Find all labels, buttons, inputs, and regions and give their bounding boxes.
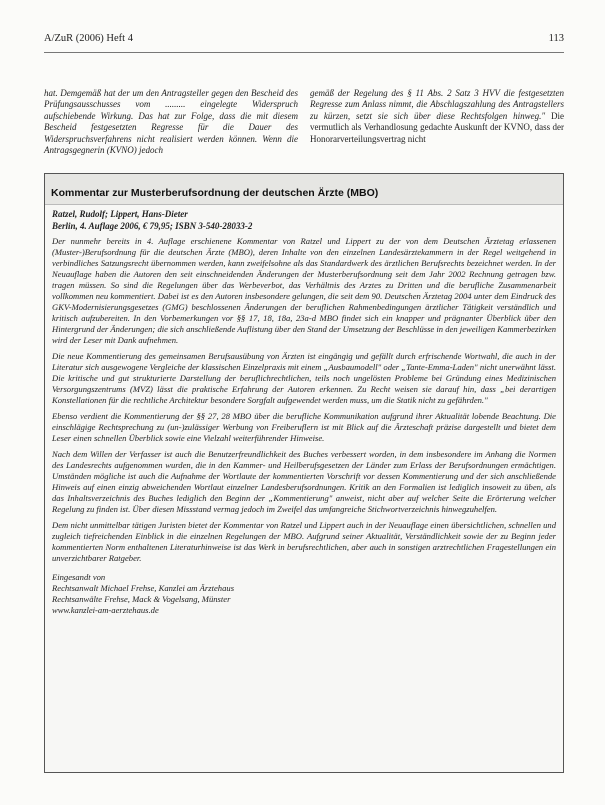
header-divider: [44, 52, 564, 53]
signature-line: Rechtsanwälte Frehse, Mack & Vogelsang, Münster: [52, 594, 231, 604]
book-review-box: [44, 173, 564, 773]
review-paragraph: Nach dem Willen der Verfasser ist auch die Benutzerfreundlichkeit des Buches verbessert worden, in dem insbesondere im Anhang die Normen des Landesrechts aufgenommen wurden, die in den Kammer- und Heilberufsgesetzen der Länder zum Erlass der Berufsordnungen ermächtigen. Umständen mögliche ist auch die Aufnahme der Wortlaute der kommentierten Vorschrift vor dessen Kommentierung und der sich anschließende Hinweis auf einen einzig abweichenden Wortlaut einzelner Landesberufsordnungen. Kritik an den Formalien ist lediglich insoweit zu üben, als das Inhaltsverzeichnis des Buches lediglich den Beginn der „Kommentierung" anweist, nicht aber auf welcher Seite die Erörterung welcher Regelung zu finden ist. Über diesen Missstand vermag jedoch im Zweifel das umfangreiche Stichwortverzeichnis hinwegzuhelfen.: [52, 449, 556, 514]
right-column-quote: gemäß der Regelung des § 11 Abs. 2 Satz 3 HVV die festgesetzten Regresse zum Anlass nimmt, die Abschlagszahlung des Antragstellers zu kürzen, setzt sie sich über diese Rechtsfolgen hinweg.": [310, 88, 564, 121]
right-column-text: Die vermutlich als Verhandlosung gedachte Auskunft der KVNO, dass der Honorarverteilungsvertrag nicht: [310, 110, 565, 144]
page-header: [44, 33, 564, 49]
review-signature: [52, 572, 556, 616]
signature-url: www.kanzlei-am-aerztehaus.de: [52, 605, 159, 615]
review-title-band: [45, 174, 563, 205]
left-column-text: hat. Demgemäß hat der um den Antragsteller gegen den Bescheid des Prüfungsausschusses vom ......... eingelegte Widerspruch aufschiebende Wirkung. Das hat zur Folge, dass die mit diesem Bescheid festgesetzten Regresse für die Dauer des Widerspruchsverfahrens nicht realisiert werden können. Wenn die Antragsgegnerin (KVNO) jedoch: [44, 88, 298, 156]
review-title: Kommentar zur Musterberufsordnung der deutschen Ärzte (MBO): [51, 187, 379, 199]
page-number: 113: [548, 33, 564, 44]
review-body: [52, 209, 556, 616]
signature-line: Eingesandt von: [52, 572, 106, 582]
review-paragraph: Der nunmehr bereits in 4. Auflage erschienene Kommentar von Ratzel und Lippert zu der von dem Deutschen Ärztetag erlassenen (Muster-)Berufsordnung für die deutschen Ärzte (MBO), deren Inhalte von den einzelnen Landesärztekammern in der Regel weitgehend in verbindliches Satzungsrecht übernommen werden, kann zweifelsohne als das Standardwerk des ärztlichen Berufsrechts bezeichnet werden. In der Neuauflage haben die Autoren den seit einschneidenden Änderungen der Musterberufsordnung seit dem Jahr 2002 Rechnung getragen bzw. tragen müssen. So sind die Regelungen über das Werbeverbot, das Verhältnis des Arztes zu Dritten und die berufliche Zusammenarbeit vollkommen neu kommentiert. Dabei ist es den Autoren insbesondere gelungen, die seit dem 90. Deutschen Ärztetag 2004 unter dem Eindruck des GKV-Modernisierungsgesetzes (GMG) beschlossenen Änderungen der beruflichen Rahmenbedingungen ärztlicher Tätigkeit verständlich und kritisch aufzubereiten. In den Vorbemerkungen vor §§ 17, 18, 18a, 23a-d MBO findet sich ein knapper und prägnanter Überblick über den Hintergrund der Änderungen; die sich anschließende Auflistung über den Stand der Umsetzung der Beschlüsse in den jeweiligen Kammerbezirken wird der Leser mit Dank aufnehmen.: [52, 236, 556, 345]
signature-line: Rechtsanwalt Michael Frehse, Kanzlei am Ärztehaus: [52, 583, 235, 593]
preceding-article-columns: [44, 88, 564, 170]
review-paragraph: Ebenso verdient die Kommentierung der §§ 27, 28 MBO über die berufliche Kommunikation aufgrund ihrer Aktualität lobende Beachtung. Die einschlägige Rechtsprechung zu (un-)zulässiger Werbung von Freiberuflern ist mit Blick auf die Ärzteschaft präzise dargestellt und bietet dem Leser einen schnellen Überblick sowie eine Vielzahl weiterführender Hinweise.: [52, 411, 556, 443]
review-paragraph: Die neue Kommentierung des gemeinsamen Berufsausübung von Ärzten ist eingängig und gefällt durch erfrischende Wortwahl, die auch in der Literatur sich ausgewogene Vergleiche der klassischen Einzelpraxis mit einem „Ausbaumodell" oder „Tante-Emma-Laden" nicht unerwähnt lässt. Die kritische und gut strukturierte Darstellung der beruflichrechtlichen, teils noch ungelösten Probleme bei Gründung eines Medizinischen Versorgungszentrums (MVZ) lässt die praktische Erfahrung der Autoren erkennen. Zu Recht weisen sie darauf hin, dass „bei derartigen Konstellationen für die rechtliche Architektur besondere Sorgfalt aufgewendet werden muss, um die Statik nicht zu gefährden.": [52, 351, 556, 405]
review-paragraph: Dem nicht unmittelbar tätigen Juristen bietet der Kommentar von Ratzel und Lippert auch in der Neuauflage einen übersichtlichen, schnellen und zugleich tiefreichenden Einblick in die einzelnen Regelungen der MBO. Aufgrund seiner Aktualität, Verständlichkeit sowie der zu Beginn jeder kommentierten Norm enthaltenen Literaturhinweise ist das Werk in berufsrechtlichen, aber auch in sonstigen arztrechtlichen Fragestellungen ein unverzichtbarer Ratgeber.: [52, 520, 556, 563]
review-authors: Ratzel, Rudolf; Lippert, Hans-Dieter: [52, 209, 188, 219]
review-publication: Berlin, 4. Auflage 2006, € 79,95; ISBN 3-540-28033-2: [52, 220, 253, 231]
journal-issue: A/ZuR (2006) Heft 4: [44, 33, 133, 44]
right-column: [310, 88, 564, 145]
